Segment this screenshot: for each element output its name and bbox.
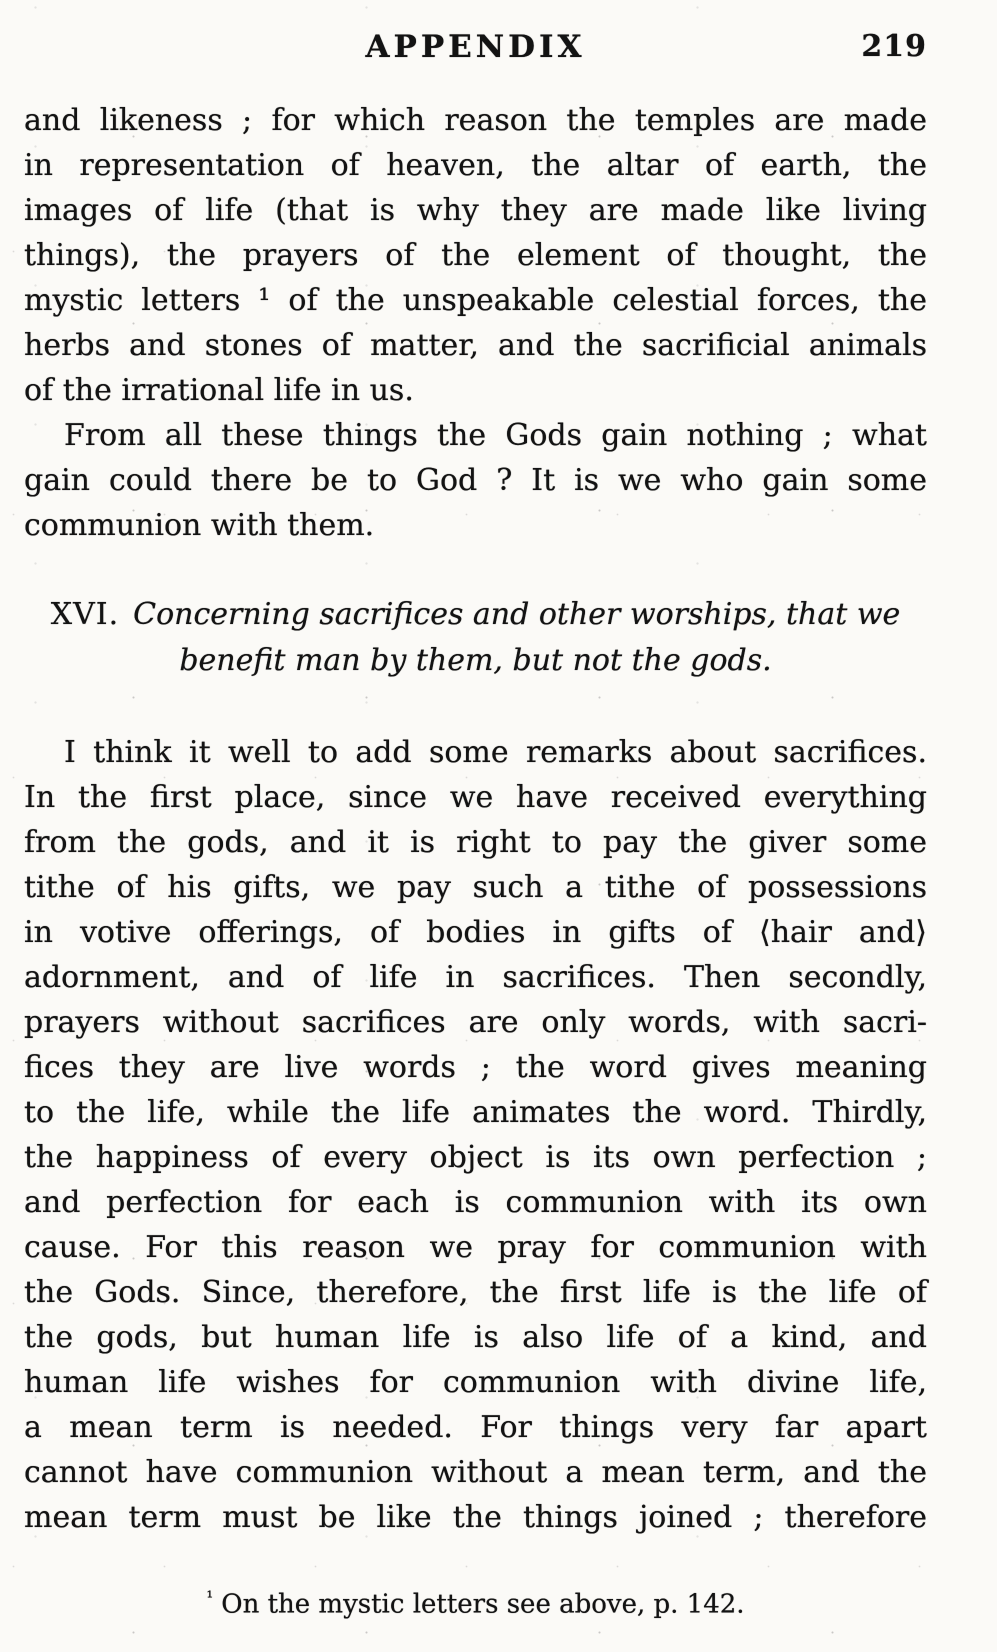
footnote-marker: ¹	[206, 1588, 214, 1608]
text-line: I think it well to add some remarks about sacrifices.	[64, 735, 927, 770]
text-line: a mean term is needed. For things very far apart	[24, 1410, 927, 1445]
text-line: to the life, while the life animates the word. Thirdly,	[24, 1095, 927, 1130]
section-title-part2: benefit man by them, but not the gods.	[179, 643, 772, 678]
section-title-part1: Concerning sacrifices and other worships, that we	[133, 597, 901, 632]
text-line: in representation of heaven, the altar of earth, the	[24, 148, 927, 183]
text-line: mystic letters ¹ of the unspeakable celestial forces, the	[24, 283, 927, 318]
footnote-text: On the mystic letters see above, p. 142.	[221, 1589, 745, 1620]
text-line: cannot have communion without a mean term, and the	[24, 1455, 927, 1490]
text-line: cause. For this reason we pray for communion with	[24, 1230, 927, 1265]
text-line: things), the prayers of the element of thought, the	[24, 238, 927, 273]
text-line: tithe of his gifts, we pay such a tithe of possessions	[24, 870, 927, 905]
text-line: gain could there be to God ? It is we who gain some	[24, 463, 927, 498]
page-number: 219	[861, 29, 927, 64]
section-number: XVI.	[50, 597, 120, 632]
text-line: and perfection for each is communion with its own	[24, 1185, 927, 1220]
paragraph	[24, 98, 927, 413]
text-line: from the gods, and it is right to pay the giver some	[24, 825, 927, 860]
text-line: herbs and stones of matter, and the sacrificial animals	[24, 328, 927, 363]
paragraph	[24, 413, 927, 548]
text-line: and likeness ; for which reason the temples are made	[24, 103, 927, 138]
section-heading	[24, 592, 927, 684]
text-line: In the first place, since we have received everything	[24, 780, 927, 815]
text-line: of the irrational life in us.	[24, 373, 414, 408]
text-line: human life wishes for communion with divine life,	[24, 1365, 927, 1400]
text-line: fices they are live words ; the word gives meaning	[24, 1050, 927, 1085]
text-line: the Gods. Since, therefore, the first life is the life of	[24, 1275, 927, 1310]
text-line: mean term must be like the things joined ; therefore	[24, 1500, 927, 1535]
text-line: adornment, and of life in sacrifices. Then secondly,	[24, 960, 927, 995]
intro-paragraphs	[24, 98, 927, 548]
footnote	[24, 1582, 927, 1621]
text-line: From all these things the Gods gain nothing ; what	[64, 418, 927, 453]
text-line: communion with them.	[24, 508, 375, 543]
paragraph	[24, 730, 927, 1540]
text-line: prayers without sacrifices are only words, with sacri-	[24, 1005, 927, 1040]
page-header-title: APPENDIX	[365, 29, 586, 65]
text-line: the happiness of every object is its own perfection ;	[24, 1140, 927, 1175]
running-header	[24, 26, 927, 68]
section-paragraphs	[24, 730, 927, 1540]
section-heading-line1	[24, 592, 927, 638]
text-line: the gods, but human life is also life of a kind, and	[24, 1320, 927, 1355]
text-line: in votive offerings, of bodies in gifts of ⟨hair and⟩	[24, 915, 927, 950]
text-line: images of life (that is why they are made like living	[24, 193, 927, 228]
